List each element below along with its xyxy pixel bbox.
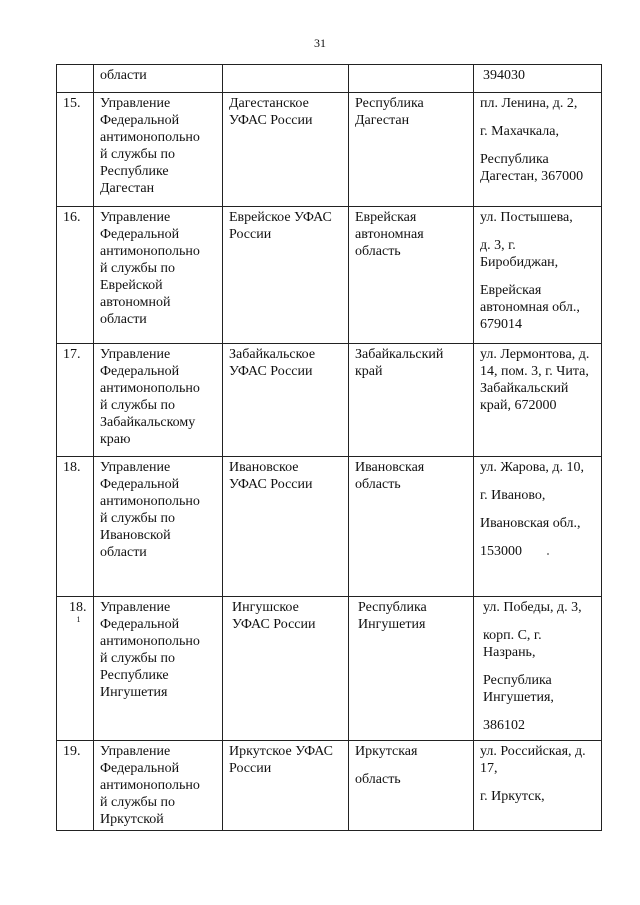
table-row: [57, 457, 602, 597]
office-region: Забайкальский край: [349, 344, 474, 457]
office-address: пл. Ленина, д. 2, г. Махачкала, Республика Дагестан, 367000: [474, 93, 602, 207]
table-row: [57, 207, 602, 344]
office-full-name: Управление Федеральной антимонопольно й службы по Республике Ингушетия: [94, 597, 223, 741]
row-number: 15.: [57, 93, 94, 207]
row-number: 19.: [57, 741, 94, 831]
row-number: 18.: [57, 457, 94, 597]
table-row: [57, 93, 602, 207]
row-number: 17.: [57, 344, 94, 457]
table-row: [57, 597, 602, 741]
row-number-sub: 1: [76, 615, 81, 624]
office-short-name: Дагестанское УФАС России: [223, 93, 349, 207]
office-region: Иркутская область: [349, 741, 474, 831]
office-full-name: Управление Федеральной антимонопольно й службы по Иркутской: [94, 741, 223, 831]
office-region: Республика Ингушетия: [349, 597, 474, 741]
office-region: Еврейская автономная область: [349, 207, 474, 344]
office-short-name: Иркутское УФАС России: [223, 741, 349, 831]
office-short-name: Ингушское УФАС России: [223, 597, 349, 741]
office-full-name: Управление Федеральной антимонопольно й службы по Республике Дагестан: [94, 93, 223, 207]
office-address: ул. Российская, д. 17, г. Иркутск,: [474, 741, 602, 831]
office-address: 394030: [474, 65, 602, 93]
office-short-name: Забайкальское УФАС России: [223, 344, 349, 457]
office-short-name: [223, 65, 349, 93]
office-short-name: Еврейское УФАС России: [223, 207, 349, 344]
office-full-name: Управление Федеральной антимонопольно й службы по Еврейской автономной области: [94, 207, 223, 344]
office-full-name: Управление Федеральной антимонопольно й службы по Забайкальскому краю: [94, 344, 223, 457]
office-full-name: области: [94, 65, 223, 93]
office-short-name: Ивановское УФАС России: [223, 457, 349, 597]
row-number: 16.: [57, 207, 94, 344]
scan-speck: [547, 553, 549, 555]
fas-offices-table: [56, 64, 602, 831]
office-region: Ивановская область: [349, 457, 474, 597]
table-row: [57, 65, 602, 93]
table-row: [57, 344, 602, 457]
office-address: ул. Лермонтова, д. 14, пом. 3, г. Чита, Забайкальский край, 672000: [474, 344, 602, 457]
row-number: [57, 65, 94, 93]
table-row: [57, 741, 602, 831]
office-address: ул. Жарова, д. 10, г. Иваново, Ивановская обл., 153000: [474, 457, 602, 597]
office-full-name: Управление Федеральной антимонопольно й службы по Ивановской области: [94, 457, 223, 597]
row-number: 18. 1: [57, 597, 94, 741]
office-region: Республика Дагестан: [349, 93, 474, 207]
office-region: [349, 65, 474, 93]
office-address: ул. Победы, д. 3, корп. С, г. Назрань, Республика Ингушетия, 386102: [474, 597, 602, 741]
page-number: 31: [314, 36, 326, 50]
office-address: ул. Постышева, д. 3, г. Биробиджан, Еврейская автономная обл., 679014: [474, 207, 602, 344]
